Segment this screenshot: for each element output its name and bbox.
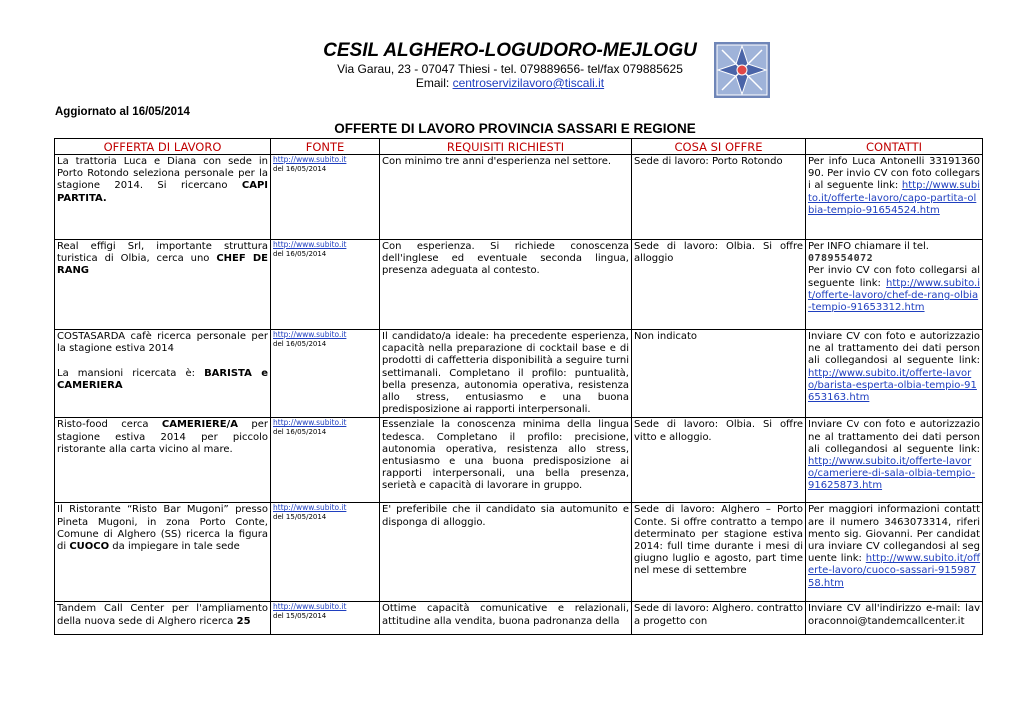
requirements-cell: Con esperienza. Si richiede conoscenza dell'inglese ed eventuale seconda lingua, presenza adeguata al contesto. <box>380 240 632 330</box>
table-row <box>55 330 983 418</box>
contact-link[interactable]: http://www.subito.it/offerte-lavoro/capo-partita-olbia-tempio-91654524.htm <box>808 180 980 216</box>
contact-link[interactable]: http://www.subito.it/offerte-lavoro/chef-de-rang-olbia-tempio-91653312.htm <box>808 277 980 314</box>
offer-text: Il Ristorante “Risto Bar Mugoni” presso Pineta Mugoni, in zona Porto Conte, Comune di Alghero (SS) ricerca la figura di <box>57 504 268 553</box>
col-offer: OFFERTA DI LAVORO <box>55 139 271 155</box>
contact-link[interactable]: http://www.subito.it/offerte-lavoro/cuoco-sassari-91598758.htm <box>808 553 980 589</box>
offer-cell <box>55 602 271 635</box>
source-date: del 16/05/2014 <box>273 339 327 348</box>
contacts-cell <box>806 330 983 418</box>
page-title: OFFERTE DI LAVORO PROVINCIA SASSARI E REGIONE <box>334 121 696 136</box>
contact-text: Per INFO chiamare il tel. <box>808 241 929 252</box>
offer-text: Real effigi Srl, importante struttura turistica di Olbia, cerca uno <box>57 241 268 265</box>
email-label: Email: <box>415 76 453 90</box>
source-date: del 15/05/2014 <box>273 611 327 620</box>
offer-cell <box>55 330 271 418</box>
col-source: FONTE <box>271 139 380 155</box>
offer-text: Risto-food cerca <box>57 419 162 431</box>
contact-text-2: Per invio CV con foto collegarsi al seguente link: <box>808 265 980 289</box>
job-offers-table <box>54 138 983 635</box>
offer-role: BARISTA e CAMERIERA <box>57 367 268 391</box>
last-updated: Aggiornato al 16/05/2014 <box>55 106 190 118</box>
table-row <box>55 240 983 330</box>
source-link[interactable]: http://www.subito.it <box>273 503 347 513</box>
offer-role: CUOCO <box>69 541 110 553</box>
contact-link[interactable]: http://www.subito.it/offerte-lavoro/cameriere-di-sala-olbia-tempio-91625873.htm <box>808 456 976 492</box>
table-header-row <box>55 139 983 155</box>
offer-text-tail: per stagione estiva 2014 per piccolo ristorante alla carta vicino al mare. <box>57 419 268 455</box>
letterhead <box>300 40 720 90</box>
table-row <box>55 602 983 635</box>
source-cell <box>271 240 380 330</box>
offer-cell <box>55 155 271 240</box>
source-cell <box>271 503 380 602</box>
source-date: del 16/05/2014 <box>273 249 327 258</box>
source-cell <box>271 155 380 240</box>
source-date: del 15/05/2014 <box>273 512 327 521</box>
contact-phone: 0789554072 <box>808 253 874 265</box>
offer-cell <box>55 418 271 503</box>
offers-cell: Sede di lavoro: Olbia. Si offre vitto e alloggio. <box>632 418 806 503</box>
source-cell <box>271 418 380 503</box>
contacts-cell <box>806 155 983 240</box>
offer-text-tail: da impiegare in tale sede <box>109 541 240 553</box>
cross-emblem-icon <box>714 42 770 98</box>
contacts-cell <box>806 240 983 330</box>
source-date: del 16/05/2014 <box>273 427 327 436</box>
offer-role: CAPI PARTITA. <box>57 180 268 204</box>
contact-text: Inviare CV con foto e autorizzazione al trattamento dei dati personali collegandosi al seguente link: <box>808 331 980 367</box>
source-cell <box>271 330 380 418</box>
offers-cell: Sede di lavoro: Alghero – Porto Conte. Si offre contratto a tempo determinato per stagione estiva 2014: full time durante i mesi di giugno luglio e agosto, part time nel mese di settembre <box>632 503 806 602</box>
table-row <box>55 503 983 602</box>
contacts-cell: Inviare CV all'indirizzo e-mail: lavoraconnoi@tandemcallcenter.it <box>806 602 983 635</box>
offer-cell <box>55 240 271 330</box>
col-requirements: REQUISITI RICHIESTI <box>380 139 632 155</box>
offer-cell <box>55 503 271 602</box>
requirements-cell: Il candidato/a ideale: ha precedente esperienza, capacità nella preparazione di cocktail base e di prodotti di caffetteria disponibilità a seguire turni settimanali. Completano il profilo: puntualità, bella presenza, autonomia operativa, resistenza allo stress, entusiasmo e una buona predisposizione ai rapporti interpersonali. <box>380 330 632 418</box>
source-cell <box>271 602 380 635</box>
offer-role: CAMERIERE/A <box>161 419 238 431</box>
offers-cell: Sede di lavoro: Porto Rotondo <box>632 155 806 240</box>
source-link[interactable]: http://www.subito.it <box>273 418 347 428</box>
organization-address: Via Garau, 23 - 07047 Thiesi - tel. 079889656- tel/fax 079885625 <box>337 62 683 76</box>
offer-text: Tandem Call Center per l'ampliamento della nuova sede di Alghero ricerca <box>57 603 268 627</box>
organization-name: CESIL ALGHERO-LOGUDORO-MEJLOGU <box>323 40 697 61</box>
email-link[interactable]: centroservizilavoro@tiscali.it <box>452 76 605 90</box>
source-link[interactable]: http://www.subito.it <box>273 155 347 164</box>
organization-email <box>300 76 720 90</box>
contact-link[interactable]: http://www.subito.it/offerte-lavoro/barista-esperta-olbia-tempio-91653163.htm <box>808 367 977 404</box>
col-offers: COSA SI OFFRE <box>632 139 806 155</box>
requirements-cell: Ottime capacità comunicative e relazionali, attitudine alla vendita, buona padronanza della <box>380 602 632 635</box>
contact-text: Inviare Cv con foto e autorizzazione al trattamento dei dati personali collegandosi al seguente link: <box>808 419 980 455</box>
requirements-cell: Essenziale la conoscenza minima della lingua tedesca. Completano il profilo: precisione, autonomia operativa, resistenza allo stress, entusiasmo e una buona predisposizione ai rapporti interpersonali, una bella presenza, serietà e capacità di lavorare in gruppo. <box>380 418 632 503</box>
offers-cell: Non indicato <box>632 330 806 418</box>
source-link[interactable]: http://www.subito.it <box>273 240 347 249</box>
contact-text: Per info Luca Antonelli 3319136090. Per invio CV con foto collegarsi al seguente link: <box>808 156 980 192</box>
source-date: del 16/05/2014 <box>273 164 327 173</box>
offer-role: 25 <box>236 615 251 627</box>
requirements-cell: Con minimo tre anni d'esperienza nel settore. <box>380 155 632 240</box>
source-link[interactable]: http://www.subito.it <box>273 330 347 339</box>
offer-role: CHEF DE RANG <box>57 253 269 277</box>
offer-text: La trattoria Luca e Diana con sede in Porto Rotondo seleziona personale per la stagione 2014. Si ricercano <box>57 156 268 192</box>
table-row <box>55 155 983 240</box>
source-link[interactable]: http://www.subito.it <box>273 602 347 612</box>
offers-cell: Sede di lavoro: Alghero. contratto a progetto con <box>632 602 806 635</box>
contacts-cell <box>806 418 983 503</box>
requirements-cell: E' preferibile che il candidato sia automunito e disponga di alloggio. <box>380 503 632 602</box>
contact-text: Per maggiori informazioni contattare il numero 3463073314, riferimento sig. Giovanni. Per candidatura inviare CV collegandosi al seguente link: <box>808 504 980 565</box>
contacts-cell <box>806 503 983 602</box>
offer-text-mid: La mansioni ricercata è: <box>57 367 195 379</box>
offers-cell: Sede di lavoro: Olbia. Si offre alloggio <box>632 240 806 330</box>
col-contacts: CONTATTI <box>806 139 983 155</box>
offer-text: COSTASARDA cafè ricerca personale per la stagione estiva 2014 <box>57 331 268 355</box>
table-row <box>55 418 983 503</box>
